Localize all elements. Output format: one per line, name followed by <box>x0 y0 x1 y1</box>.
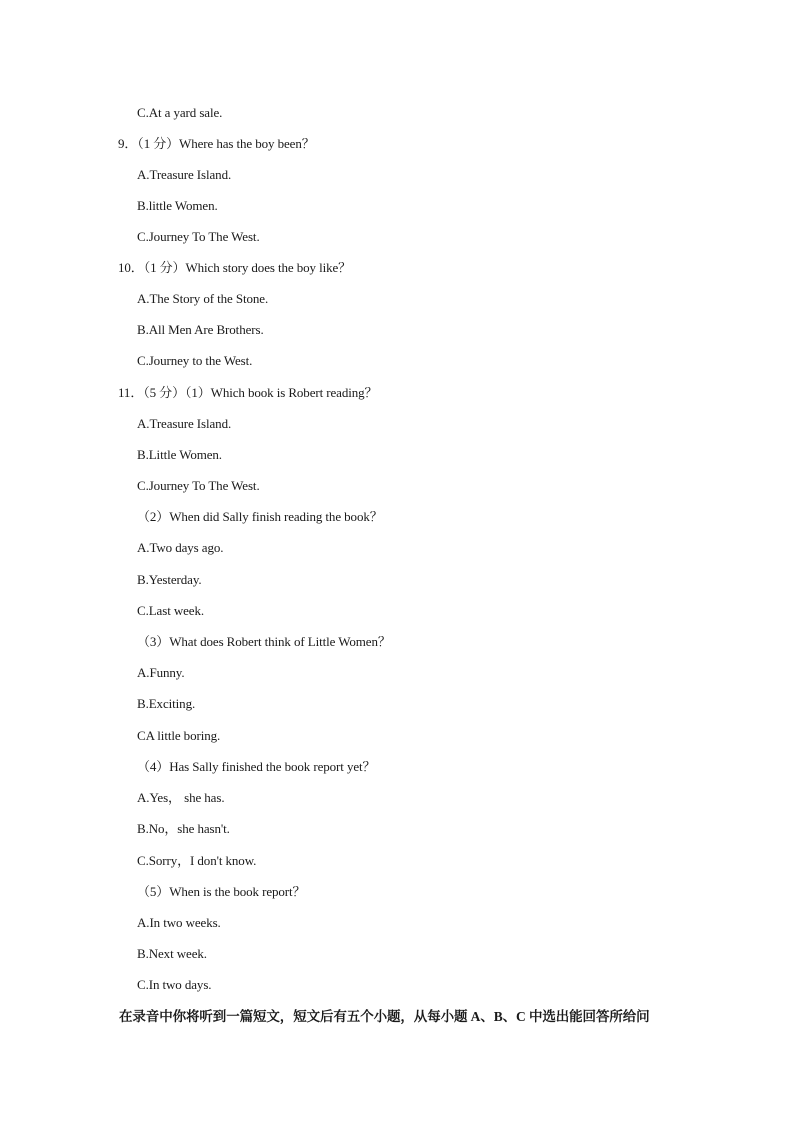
q10-option-a: A.The Story of the Stone. <box>137 291 269 306</box>
q11-2-option-c: C.Last week. <box>137 603 205 618</box>
question-11-part-2: （2）When did Sally finish reading the book？ <box>137 509 383 524</box>
q11-2-option-b: B.Yesterday. <box>137 572 202 587</box>
section-instructions: 在录音中你将听到一篇短文，短文后有五个小题，从每小题 A、B、C 中选出能回答所给问 <box>119 1009 650 1024</box>
question-11-part-3: （3）What does Robert think of Little Women？ <box>137 634 391 649</box>
q9-option-c: C.Journey To The West. <box>137 229 260 244</box>
q11-3-option-b: B.Exciting. <box>137 696 196 711</box>
q11-2-option-a: A.Two days ago. <box>137 540 224 555</box>
q11-4-option-c: C.Sorry，I don't know. <box>137 853 257 868</box>
q9-option-a: A.Treasure Island. <box>137 167 232 182</box>
question-9: 9．（1 分）Where has the boy been？ <box>118 136 315 151</box>
question-11-part-1: 11．（5 分）（1）Which book is Robert reading？ <box>118 385 378 400</box>
q11-4-option-b: B.No，she hasn't. <box>137 821 230 836</box>
question-11-part-5: （5）When is the book report？ <box>137 884 306 899</box>
q11-1-option-b: B.Little Women. <box>137 447 222 462</box>
q11-5-option-a: A.In two weeks. <box>137 915 221 930</box>
q8-option-c: C.At a yard sale. <box>137 105 223 120</box>
question-10: 10．（1 分）Which story does the boy like？ <box>118 260 352 275</box>
q10-option-c: C.Journey to the West. <box>137 353 253 368</box>
q11-1-option-a: A.Treasure Island. <box>137 416 232 431</box>
q9-option-b: B.little Women. <box>137 198 218 213</box>
q11-3-option-a: A.Funny. <box>137 665 185 680</box>
q11-5-option-c: C.In two days. <box>137 977 212 992</box>
q11-5-option-b: B.Next week. <box>137 946 207 961</box>
question-11-part-4: （4）Has Sally finished the book report yet？ <box>137 759 376 774</box>
q11-3-option-c: CA little boring. <box>137 728 221 743</box>
q10-option-b: B.All Men Are Brothers. <box>137 322 264 337</box>
q11-1-option-c: C.Journey To The West. <box>137 478 260 493</box>
q11-4-option-a: A.Yes， she has. <box>137 790 225 805</box>
